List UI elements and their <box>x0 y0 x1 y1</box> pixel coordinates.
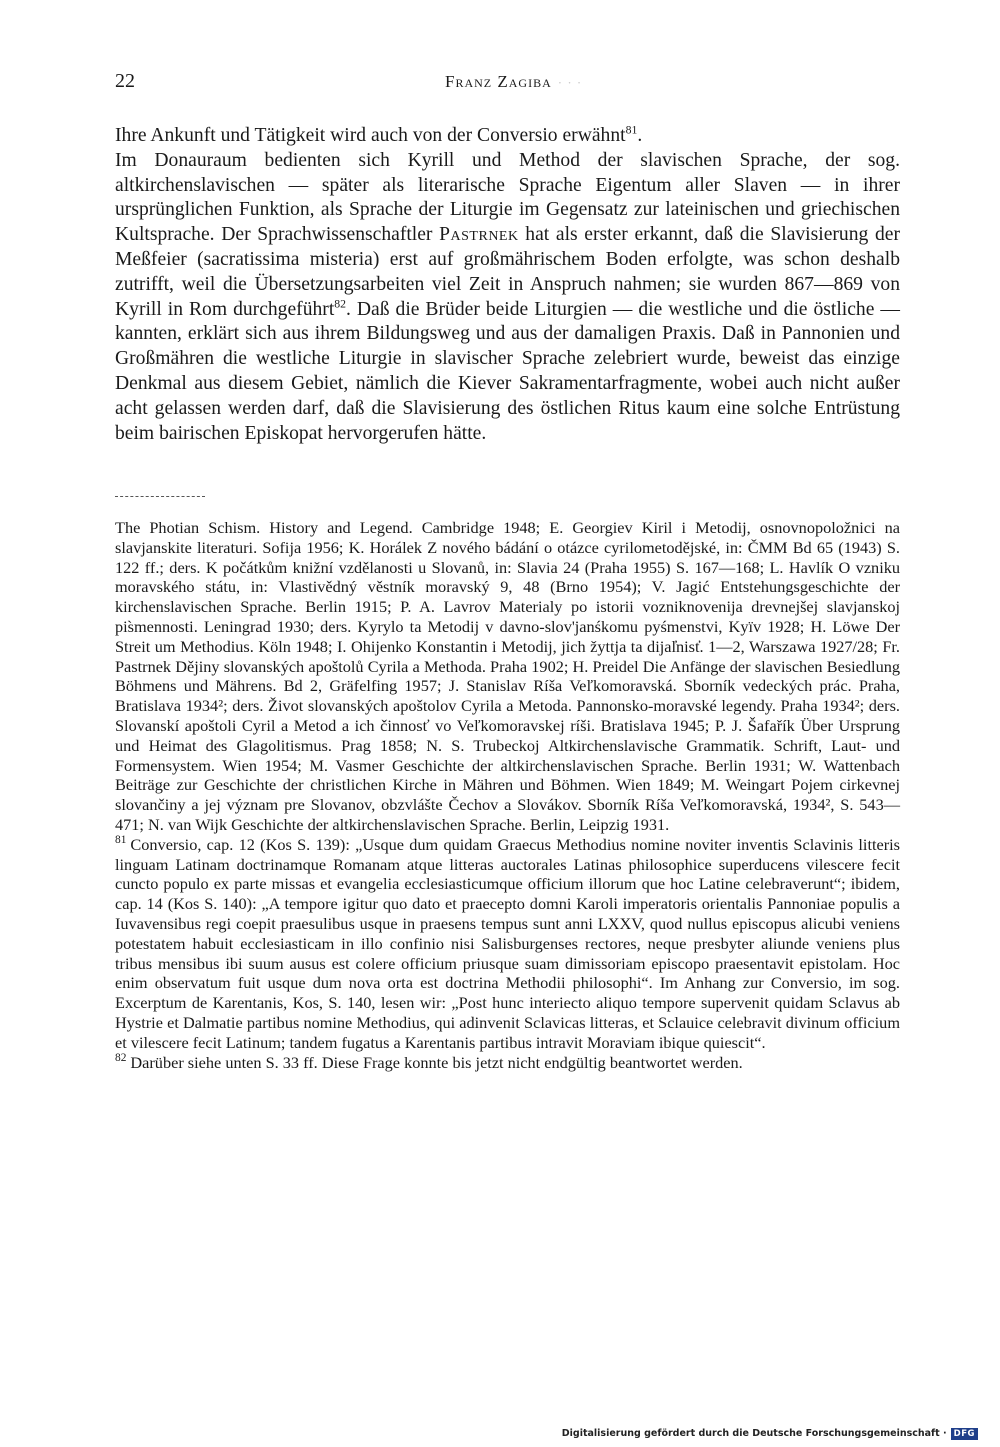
page-number: 22 <box>115 70 135 92</box>
paragraph-2-part-3: . Daß die Brüder beide Liturgien — die westliche und die östliche — kannten, erklärt sich aus ihrem Bildungsweg und aus der damaligen Praxis. Daß in Pannonien und Großmähren die westliche Liturgie in slavischer Sprache zelebriert wurde, beweist das einzige Denkmal aus diesem Gebiet, nämlich die Kiever Sakramentarfragmente, wobei auch nicht außer acht gelassen werden darf, daß die Slavisierung des östlichen Ritus kaum eine solche Entrüstung beim bairischen Episkopat hervorgerufen hätte. <box>115 298 900 444</box>
paragraph-2-part-2: hat als erster erkannt, daß die Slavisierung der Meßfeier (sacratissima misteria) erst auf großmährischem Boden erfolgte, was schon deshalb zutrifft, weil die Übersetzungsarbeiten viel Zeit in Anspruch nahmen; sie wurden 867—869 von Kyrill in Rom durchgeführt <box>115 224 900 320</box>
footnote-ref-82: 82 <box>334 297 347 311</box>
digitization-credit <box>562 1428 978 1440</box>
author-name: Franz Zagiba <box>445 72 552 91</box>
dfg-logo: DFG <box>951 1428 978 1440</box>
footnote-81-text: Conversio, cap. 12 (Kos S. 139): „Usque dum quidam Graecus Methodius nomine noviter inventis Sclavinis litteris linguam Latinam doctrinamque Romanam atque litteras auctorales Latinas philosophice superducens vilescere fecit cuncto populo ex parte missas et evangelia ecclesiasticumque officium illorum que hoc Latine celebraverunt“; ibidem, cap. 14 (Kos S. 140): „A tempore igitur quo dato et praecepto domni Karoli imperatoris orientalis Pannoniae populis a Iuvavensibus regi coepit praesulibus usque in praesens tempus sunt anni LXXV, quod nullus episcopus alicubi veniens potestatem habuit ecclesiasticam in illo confinio nisi Salisburgenses rectores, neque presbyter aliunde veniens plus tribus mensibus ibi suum ausus est colere officium priusque suam dimissoriam episcopo praesentavit epistolam. Hoc enim observatum fuit usque dum nova orta est doctrina Methodii philosophi“. Im Anhang zur Conversio, im sog. Excerptum de Karentanis, Kos, S. 140, lesen wir: „Post hunc interiecto aliquo tempore supervenit quidam Sclavus ab Hystrie et Dalmatie partibus nomine Methodius, qui adinvenit Sclavicas litteras, et Sclauice celebravit divinum officium et vilescere fecit Latinum; tandem fugatus a Karentanis partibus intravit Moraviam ibique quiescit“. <box>115 834 900 1052</box>
footnote-82 <box>115 1053 900 1073</box>
footnotes <box>115 518 900 1072</box>
paragraph-1-text: Ihre Ankunft und Tätigkeit wird auch von der Conversio erwähnt <box>115 125 626 146</box>
footnote-81-number: 81 <box>115 834 127 847</box>
footnote-continued: The Photian Schism. History and Legend. Cambridge 1948; E. Georgiev Kiril i Metodij, osnovnopoložnici na slavjanskite literaturi. Sofija 1956; K. Horálek Z nového bádání o otázce cyrilometodějské, in: ČMM Bd 65 (1943) S. 122 ff.; ders. K počátkům knižní vzdělanosti u Slovanů, in: Slavia 24 (Praha 1955) S. 167—168; L. Havlík O vzniku moravského státu, in: Vlastivědný věstník moravský 9, 48 (Brno 1954); V. Jagić Entstehungsgeschichte der kirchenslavischen Sprache. Berlin 1915; P. A. Lavrov Materialy po istorii vozniknovenija drevnejšej slavjanskoj pis̀mennosti. Leningrad 1930; ders. Kyrylo ta Metodij v davno-slov'janśkomu pyśmenstvi, Kyїv 1928; H. Löwe Der Streit um Methodius. Köln 1948; I. Ohijenko Konstantin i Metodij, jich žyttja ta dijal̓nist̓. 1—2, Warszawa 1927/28; Fr. Pastrnek Dějiny slovanských apoštolů Cyrila a Methoda. Praha 1902; H. Preidel Die Anfänge der slavischen Besiedlung Böhmens und Mährens. Bd 2, Gräfelfing 1957; J. Stanislav Ríša Veľkomoravská. Sborník vedeckých prác. Praha, Bratislava 1934²; ders. Život slovanských apoštolov Cyrila a Metoda. Pannonsko-moravské legendy. Praha 1934²; ders. Slovanskí apoštoli Cyril a Metod a ich činnosť vo Veľkomoravskej ríši. Bratislava 1945; P. J. Šafařík Über Ursprung und Heimat des Glagolitismus. Prag 1858; N. S. Trubeckoj Altkirchenslavische Grammatik. Schrift, Laut- und Formensystem. Wien 1954; M. Vasmer Geschichte der altkirchenslavischen Sprache. Berlin 1931; W. Wattenbach Beiträge zur Geschichte der christlichen Kirche in Mähren und Böhmen. Wien 1849; M. Weingart Pojem cirkevnej slovančiny a jej význam pre Slovanov, obzvlášte Čechov a Slovákov. Sborník Ríša Veľkomoravská, 1934², S. 543—471; N. van Wijk Geschichte der altkirchenslavischen Sprache. Berlin, Leipzig 1931. <box>115 518 900 834</box>
footnote-82-number: 82 <box>115 1052 127 1065</box>
paragraph-1-end: . <box>637 125 643 146</box>
running-head <box>115 70 900 96</box>
footnote-82-text: Darüber siehe unten S. 33 ff. Diese Frage konnte bis jetzt nicht endgültig beantwortet werden. <box>130 1052 743 1072</box>
author-pastrnek: Pastrnek <box>439 224 519 246</box>
footnote-divider <box>115 496 205 497</box>
main-text <box>115 124 900 446</box>
paragraph-2 <box>115 149 900 447</box>
paragraph-1 <box>115 124 900 149</box>
footnote-81 <box>115 835 900 1053</box>
credit-text: Digitalisierung gefördert durch die Deutsche Forschungsgemeinschaft · <box>561 1428 947 1439</box>
paragraph-2-part-1: Im Donauraum bedienten sich Kyrill und Method der slavischen Sprache, der sog. altkirchenslavischen — später als literarische Sprache Eigentum aller Slaven — in ihrer ursprünglichen Funktion, als Sprache der Liturgie im Gegensatz zur lateinischen und griechischen Kultsprache. Der Sprachwissenschaftler <box>115 149 900 246</box>
running-title <box>445 72 582 92</box>
running-title-ornament: · · · <box>557 75 583 90</box>
footnote-ref-81: 81 <box>625 123 638 137</box>
